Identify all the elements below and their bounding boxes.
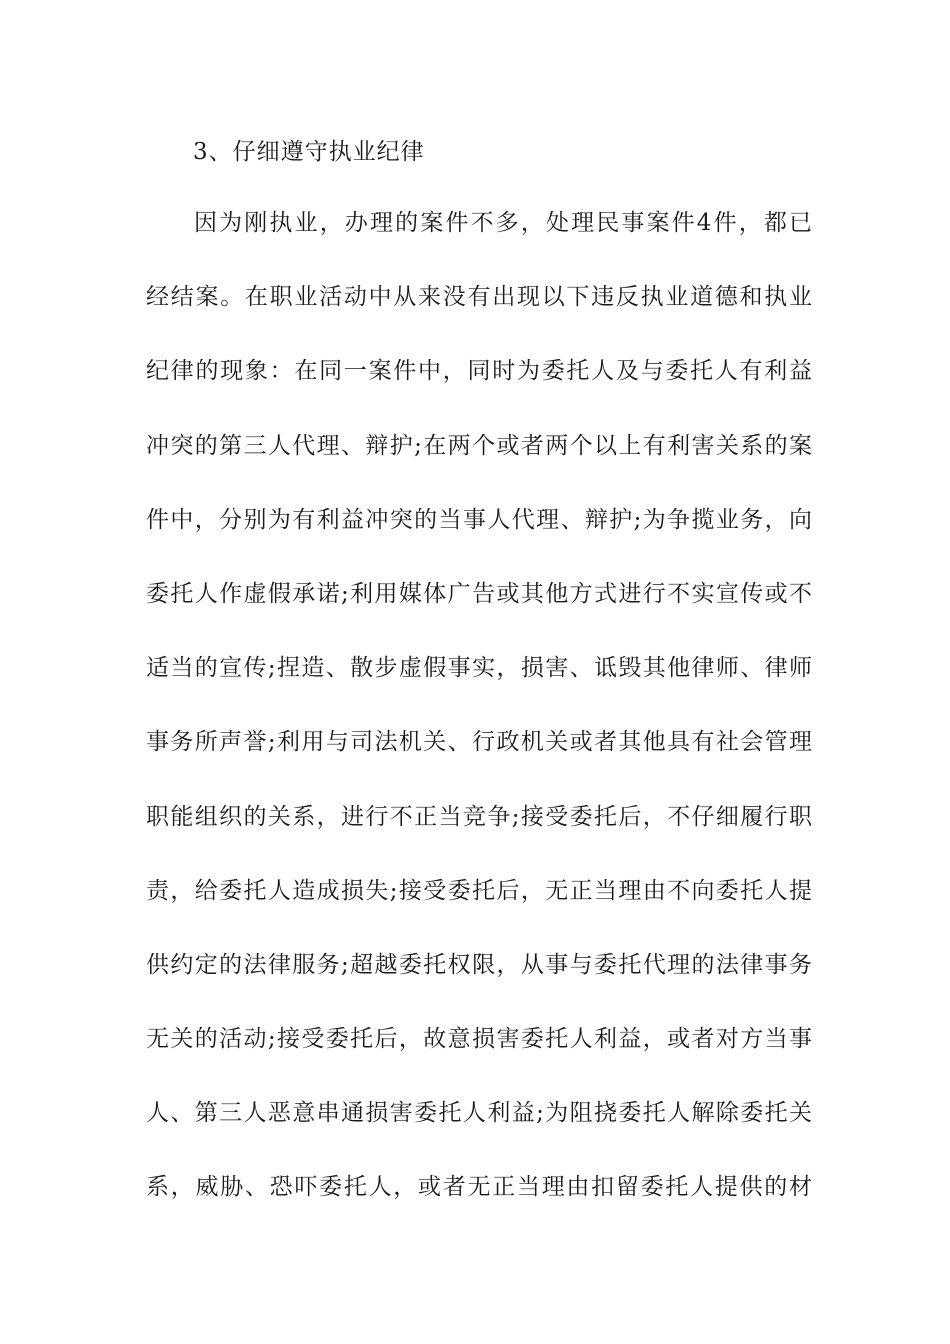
text-line: 件中，分别为有利益冲突的当事人代理、辩护;为争揽业务，向 [146,506,812,533]
text-line: 适当的宣传;捏造、散步虚假事实，损害、诋毁其他律师、律师 [146,655,812,682]
text-line: 因为刚执业，办理的案件不多，处理民事案件4件，都已 [194,210,812,236]
text-line: 系，威胁、恐吓委托人，或者无正当理由扣留委托人提供的材 [146,1174,812,1201]
text-line: 事务所声誉;利用与司法机关、行政机关或者其他具有社会管理 [146,729,812,756]
text-line: 经结案。在职业活动中从来没有出现以下违反执业道德和执业 [146,284,812,311]
text-line: 纪律的现象：在同一案件中，同时为委托人及与委托人有利益 [146,358,812,385]
text-line: 供约定的法律服务;超越委托权限，从事与委托代理的法律事务 [146,951,812,978]
text-line: 责，给委托人造成损失;接受委托后，无正当理由不向委托人提 [146,877,812,904]
text-line: 冲突的第三人代理、辩护;在两个或者两个以上有利害关系的案 [146,432,812,459]
text-line: 无关的活动;接受委托后，故意损害委托人利益，或者对方当事 [146,1026,812,1053]
body-paragraph [146,207,812,1246]
section-heading: 3、仔细遵守执业纪律 [193,139,425,165]
text-line: 职能组织的关系，进行不正当竞争;接受委托后，不仔细履行职 [146,803,812,830]
text-line: 人、第三人恶意串通损害委托人利益;为阻挠委托人解除委托关 [146,1100,812,1127]
text-line: 委托人作虚假承诺;利用媒体广告或其他方式进行不实宣传或不 [146,580,812,607]
